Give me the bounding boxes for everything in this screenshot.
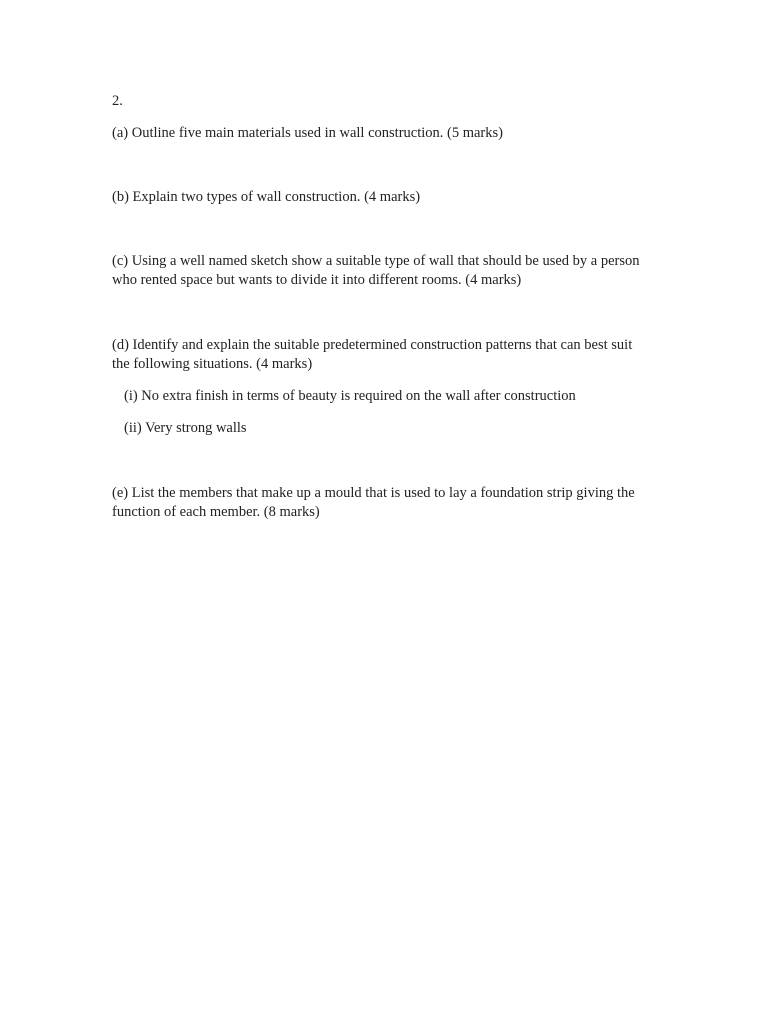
question-part-e-line-1: (e) List the members that make up a mould that is used to lay a foundation strip giving the <box>112 485 635 501</box>
question-part-b: (b) Explain two types of wall construction. (4 marks) <box>112 189 421 205</box>
question-part-d-item-ii: (ii) Very strong walls <box>124 420 247 436</box>
question-number: 2. <box>112 93 123 109</box>
question-part-c-line-2: who rented space but wants to divide it into different rooms. (4 marks) <box>112 272 522 288</box>
question-part-d-line-1: (d) Identify and explain the suitable predetermined construction patterns that can best suit <box>112 337 633 353</box>
question-part-c-line-1: (c) Using a well named sketch show a suitable type of wall that should be used by a person <box>112 253 640 269</box>
question-part-a: (a) Outline five main materials used in wall construction. (5 marks) <box>112 125 503 141</box>
question-part-e-line-2: function of each member. (8 marks) <box>112 504 320 520</box>
question-part-d-item-i: (i) No extra finish in terms of beauty is required on the wall after construction <box>124 388 576 404</box>
question-part-d-line-2: the following situations. (4 marks) <box>112 356 313 372</box>
